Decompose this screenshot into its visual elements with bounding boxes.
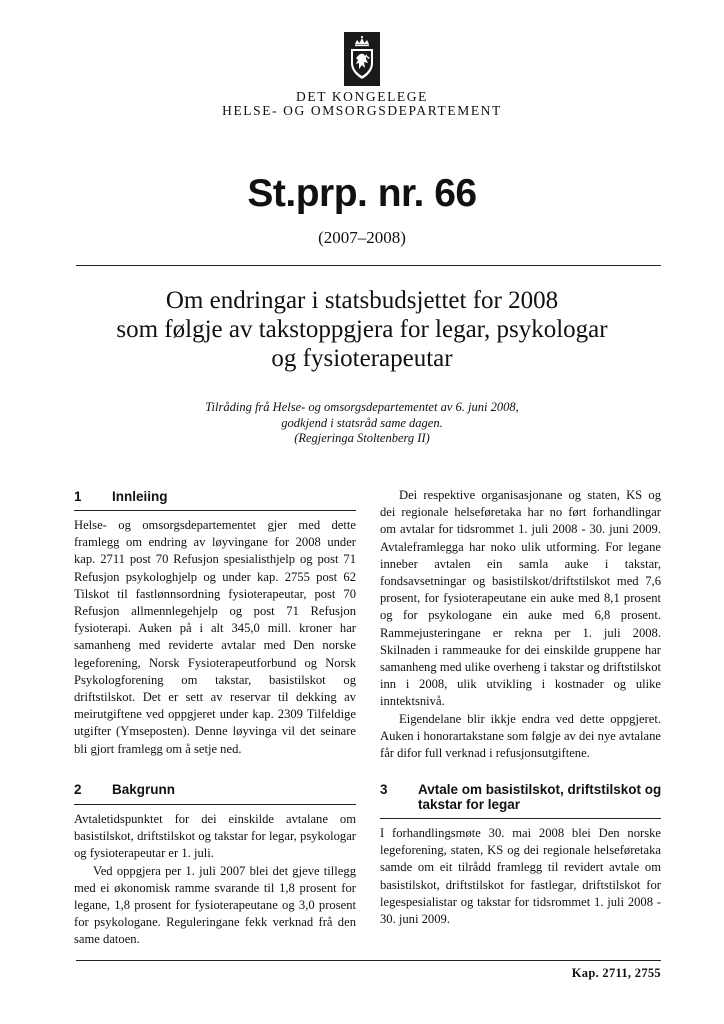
section-2-rule bbox=[74, 804, 356, 805]
section-number: 3 bbox=[380, 782, 388, 797]
section-3-heading bbox=[380, 782, 664, 814]
recommendation-line-1: Tilråding frå Helse- og omsorgsdepartementet av 6. juni 2008, bbox=[205, 400, 519, 414]
section-title: Avtale om basistilskot, driftstilskot og takstar for legar bbox=[418, 782, 662, 812]
coat-of-arms-icon bbox=[344, 32, 380, 86]
chapter-reference: Kap. 2711, 2755 bbox=[571, 966, 661, 980]
title-line-1: Om endringar i statsbudsjettet for 2008 bbox=[165, 287, 559, 314]
section-1-continued-body bbox=[380, 487, 661, 762]
paragraph: Helse- og omsorgsdepartementet gjer med dette framlegg om endring av løyvingane for 2008 under kap. 2711 post 70 Refusjon spesialisthjelp og post 71 Refusjon psykologhjelp og under kap. 2755 post 62 Tilskot til fastlønnsordning fysioterapeutar, post 70 Refusjon allmennlegehjelp og post 71 Refusjon fysioterapi. Auken på i alt 345,0 mill. kroner har samanheng med reviderte avtalar med Den norske legeforening, Norsk Fysioterapeutforbund og Norsk Psykologforening om takstar, basistilskot og driftstilskot. Det er sett av reservar til dekking av meirutgiftene ved oppgjeret under kap. 2309 Tilfeldige utgifter (Ymseposten). Denne løyvinga vil det seinare bli gjort framlegg om å setje ned. bbox=[74, 518, 356, 756]
section-1-heading bbox=[74, 489, 364, 509]
title-line-3: og fysioterapeutar bbox=[271, 345, 453, 372]
section-3-body bbox=[380, 825, 661, 928]
section-title: Bakgrunn bbox=[112, 782, 176, 797]
paragraph: Ved oppgjera per 1. juli 2007 blei det gjeve tillegg med ei økonomisk ramme svarande til 1,8 prosent for legane, 1,8 prosent for fysioterapeutane og 3,0 prosent for psykologane. Reguleringane fekk verknad frå den same datoen. bbox=[74, 863, 356, 947]
paragraph: Eigendelane blir ikkje endra ved dette oppgjeret. Auken i honorartakstane som følgje av dei nye avtalane får difor full verknad i refusjonsutgiftene. bbox=[380, 711, 661, 761]
section-number: 1 bbox=[74, 489, 82, 504]
ministry-name-line-2: HELSE- OG OMSORGSDEPARTEMENT bbox=[222, 103, 502, 118]
section-1-rule bbox=[74, 510, 356, 511]
paragraph: Dei respektive organisasjonane og staten, KS og dei regionale helseføretaka har no ført forhandlingar om avtalar for tidsrommet 1. juli 2008 - 30. juni 2009. Avtaleframlegga har noko ulik utforming. For legane inneber avtalen ein samla auke i takstar, fondsavsetningar og basistilskot/driftstilskot med 7,6 prosent, for fysioterapeutane ein auke med 8,1 prosent og for psykologane ein auke med 6,8 prosent. Rammejusteringane er rekna per 1. juli 2008. Skilnaden i rammeauke for dei einskilde gruppene har samanheng med ulike overheng i takstar og driftstilskot inn i 2008, ulik utvikling i kostnader og ulike inntektsnivå. bbox=[380, 488, 661, 709]
session-years: (2007–2008) bbox=[318, 228, 406, 247]
section-1-body bbox=[74, 517, 356, 758]
paragraph: I forhandlingsmøte 30. mai 2008 blei Den norske legeforening, staten, KS og dei regionale helseføretaka samde om eit tilrådd framlegg til revidert avtale om basistilskot, driftstilskot for fastlegar, driftstilskot for legespesialistar og takstar for tidsrommet 1. juli 2008 - 30. juni 2009. bbox=[380, 826, 661, 927]
recommendation-line-3: (Regjeringa Stoltenberg II) bbox=[294, 431, 430, 445]
ministry-name-line-1: DET KONGELEGE bbox=[296, 89, 428, 104]
section-3-rule bbox=[380, 818, 661, 819]
top-divider bbox=[76, 265, 661, 266]
section-2-body bbox=[74, 811, 356, 949]
document-number: St.prp. nr. 66 bbox=[247, 172, 477, 215]
title-line-2: som følgje av takstoppgjera for legar, psykologar bbox=[116, 316, 608, 343]
section-number: 2 bbox=[74, 782, 82, 797]
section-title: Innleiing bbox=[112, 489, 168, 504]
footer-divider bbox=[76, 960, 661, 961]
section-2-heading bbox=[74, 782, 364, 802]
recommendation-line-2: godkjend i statsråd same dagen. bbox=[281, 416, 443, 430]
paragraph: Avtaletidspunktet for dei einskilde avtalane om basistilskot, driftstilskot og takstar for legar, psykologar og fysioterapeutar er 1. juli. bbox=[74, 812, 356, 861]
